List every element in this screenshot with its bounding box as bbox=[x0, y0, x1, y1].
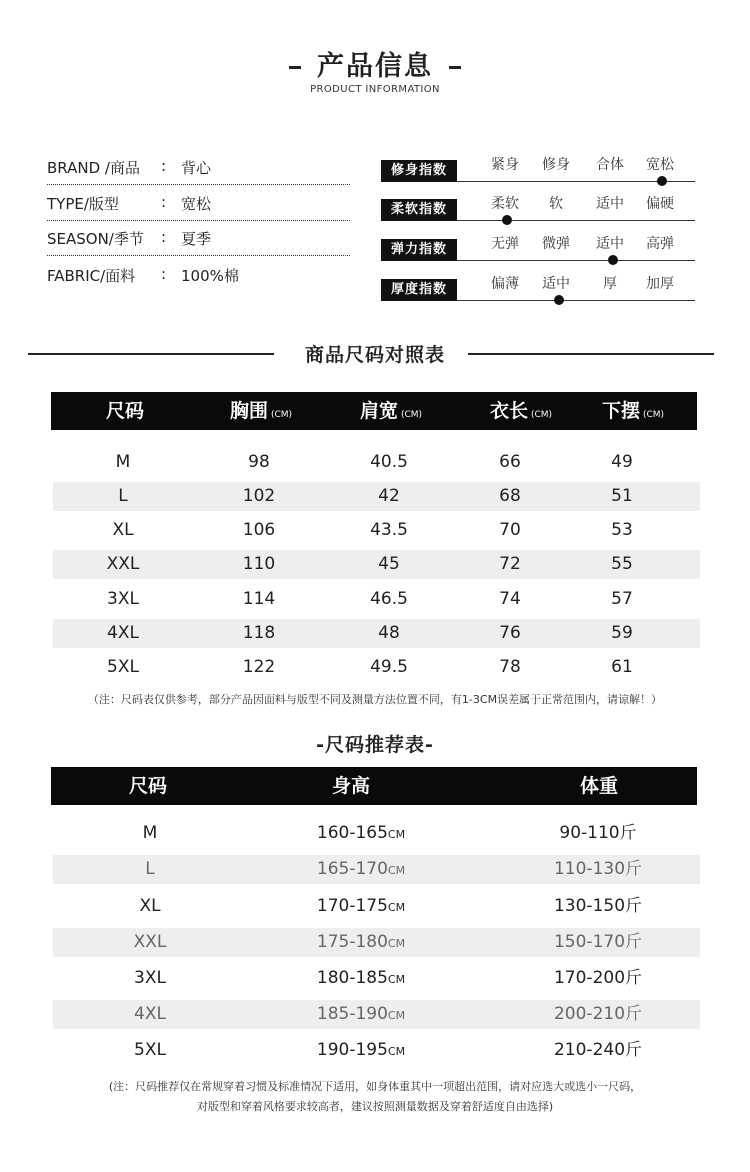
table-row: M 160-165CM 90-110斤 bbox=[142, 823, 637, 843]
info-key: SEASON/季节 bbox=[47, 230, 144, 248]
table-row: L 165-170CM 110-130斤 bbox=[53, 855, 700, 884]
info-row-season: SEASON/季节 : 夏季 bbox=[47, 228, 350, 256]
recommend-header bbox=[51, 767, 697, 805]
scale-marker bbox=[608, 255, 618, 265]
scale-softness: 柔软指数 柔软 软 适中 偏硬 bbox=[381, 193, 695, 225]
size-chart-note: （注：尺码表仅供参考，部分产品因面料与版型不同及测量方法位置不同，有1-3CM误差属于正常范围内，请谅解！） bbox=[87, 693, 663, 706]
info-row-brand: BRAND /商品 : 背心 bbox=[47, 157, 350, 185]
scale-label: 柔软指数 bbox=[381, 199, 457, 221]
title-dash-right bbox=[449, 66, 461, 69]
scale-thickness: 厚度指数 偏薄 适中 厚 加厚 bbox=[381, 273, 695, 305]
col-header-hem: 下摆 (CM) bbox=[601, 400, 665, 422]
col-header-shoulder: 肩宽 (CM) bbox=[359, 400, 423, 422]
col-header-length: 衣长 (CM) bbox=[489, 400, 553, 422]
info-value: 宽松 bbox=[181, 195, 212, 213]
info-value: 夏季 bbox=[181, 230, 212, 248]
scale-label: 厚度指数 bbox=[381, 279, 457, 301]
table-row: XXL 110 45 72 55 bbox=[53, 550, 700, 579]
recommend-note-line2: 对版型和穿着风格要求较高者，建议按照测量数据及穿着舒适度自由选择) bbox=[196, 1100, 554, 1113]
scale-marker bbox=[657, 176, 667, 186]
table-row: L 102 42 68 51 bbox=[53, 482, 700, 511]
table-row: 3XL 180-185CM 170-200斤 bbox=[134, 968, 643, 988]
info-key: TYPE/版型 bbox=[47, 195, 119, 213]
title-dash-left bbox=[289, 66, 301, 69]
scale-label: 修身指数 bbox=[381, 160, 457, 182]
info-key: BRAND /商品 bbox=[47, 159, 140, 177]
scale-elasticity: 弹力指数 无弹 微弹 适中 高弹 bbox=[381, 233, 695, 265]
info-row-fabric: FABRIC/面料 : 100%棉 bbox=[47, 265, 239, 285]
scale-marker bbox=[502, 215, 512, 225]
col-header-weight: 体重 bbox=[579, 775, 619, 797]
scale-fit: 修身指数 紧身 修身 合体 宽松 bbox=[381, 154, 695, 186]
page-title: 产品信息 bbox=[0, 44, 750, 83]
recommend-note-line1: (注：尺码推荐仅在常规穿着习惯及标准情况下适用，如身体重其中一项超出范围，请对应选大或选小一尺码， bbox=[108, 1080, 642, 1093]
table-row: M 98 40.5 66 49 bbox=[115, 452, 633, 472]
info-value: 100%棉 bbox=[181, 267, 239, 285]
table-row: XXL 175-180CM 150-170斤 bbox=[53, 928, 700, 957]
scale-label: 弹力指数 bbox=[381, 239, 457, 261]
table-row: 5XL 122 49.5 78 61 bbox=[107, 657, 633, 677]
recommend-title: -尺码推荐表- bbox=[316, 734, 434, 756]
table-row: XL 106 43.5 70 53 bbox=[112, 520, 633, 540]
col-header-height: 身高 bbox=[331, 775, 371, 797]
page-subtitle: PRODUCT INFORMATION bbox=[310, 84, 440, 95]
table-row: 5XL 190-195CM 210-240斤 bbox=[134, 1040, 643, 1060]
col-header-chest: 胸围 (CM) bbox=[229, 400, 293, 422]
info-key: FABRIC/面料 bbox=[47, 267, 136, 285]
scale-marker bbox=[554, 295, 564, 305]
table-row: 4XL 118 48 76 59 bbox=[53, 619, 700, 648]
table-row: XL 170-175CM 130-150斤 bbox=[139, 896, 643, 916]
table-row: 3XL 114 46.5 74 57 bbox=[107, 589, 633, 609]
size-chart-title: 商品尺码对照表 bbox=[304, 344, 445, 366]
col-header-size: 尺码 bbox=[105, 400, 145, 422]
table-row: 4XL 185-190CM 200-210斤 bbox=[53, 1000, 700, 1029]
info-value: 背心 bbox=[181, 159, 212, 177]
col-header-size: 尺码 bbox=[128, 775, 168, 797]
info-row-type: TYPE/版型 : 宽松 bbox=[47, 193, 350, 221]
size-chart-header bbox=[51, 392, 697, 430]
